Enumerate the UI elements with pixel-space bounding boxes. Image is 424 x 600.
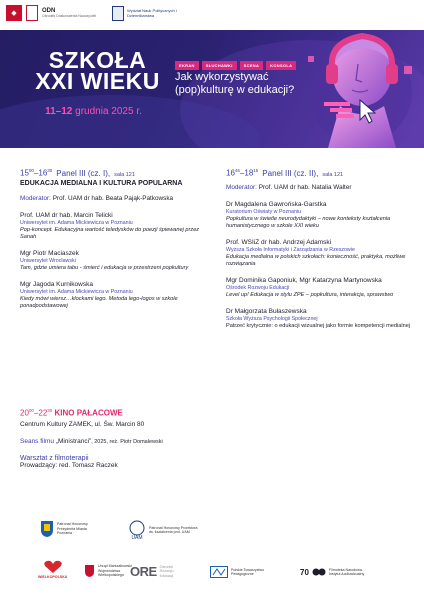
moderator: Moderator: Prof. UAM dr hab. Natalia Walter [226, 183, 352, 191]
marshal-office-logo: Urząd Marszałkowski Województwa Wielkopolskiego [84, 564, 136, 578]
speaker-name: Mgr Jagoda Kurnikowska [20, 280, 93, 288]
speaker-item [226, 239, 414, 268]
uam-patronage-logo: UAM Patronat Honorowy Prorektora ds. kształcenia prof. UAM [128, 520, 199, 540]
talk-title: Pop-koncept. Edukacyjna wartość teledysków do poezji śpiewanej przez Sanah [20, 226, 200, 240]
moderator: Moderator: Prof. UAM dr hab. Beata Pająk-Patkowska [20, 194, 174, 202]
eagle-crest-icon [84, 564, 95, 578]
speaker-name: Prof. WSIiZ dr hab. Andrzej Adamski [226, 238, 332, 246]
panel-name: Panel III (cz. I), [56, 168, 111, 178]
odn-logo [6, 5, 96, 21]
uam-sub: Wydział Nauk Politycznych i Dziennikarstwa [127, 7, 177, 18]
speaker-institution: Szkoła Wyższa Psychologii Społecznej [226, 316, 318, 323]
talk-title: Popkultura w świetle neurodydaktyki – nowe konteksty kształcenia humanistycznego w szkole XXI wieku [226, 215, 391, 229]
film-screening: Seans filmu „Ministranci”, 2025, reż. Piotr Domalewski [20, 437, 163, 445]
pixel-cursor-icon [320, 96, 380, 126]
fina-logo: 70 Filmoteka Narodowa Instytut Audiowizualny [300, 567, 365, 577]
speaker-name: Dr Magdalena Gawrońska-Garstka [226, 200, 327, 208]
poznan-crest-icon [40, 520, 54, 538]
odn-mark-icon: ◆ [6, 5, 22, 21]
ptp-mark-icon [210, 566, 228, 578]
wielkopolska-logo: WIELKOPOLSKA [38, 560, 67, 579]
evening-header: $20^{00}-22^{30}$ KINO PAŁACOWE [20, 408, 123, 418]
evening-place: Centrum Kultury ZAMEK, ul. Św. Marcin 80 [20, 420, 145, 428]
panel-title: EDUKACJA MEDIALNA I KULTURA POPULARNA [20, 179, 183, 187]
statue-with-headphones-icon [300, 22, 420, 148]
panel-room: sala 121 [322, 171, 344, 178]
tag: KONSOLA [266, 61, 296, 70]
speaker-item [226, 308, 414, 330]
panel-name: Panel III (cz. II), [262, 168, 319, 178]
speaker-institution: Uniwersytet im. Adama Mickiewicza w Poznaniu [20, 289, 133, 296]
panel-left [20, 168, 216, 319]
talk-title: Patrzeć krytycznie: o edukacji wizualnej jako formie kompetencji medialnej [226, 322, 411, 329]
odn-frame-icon [26, 5, 38, 21]
speaker-name: Prof. UAM dr hab. Marcin Telicki [20, 211, 113, 219]
partner-logos [0, 510, 424, 600]
event-title: SZKOŁA XXI WIEKU [35, 47, 160, 94]
talk-title: Edukacja medialna w polskich szkołach: konieczność, praktyka, możliwe rozwiązania [226, 253, 406, 267]
ore-logo: ORE Ośrodek Rozwoju Edukacji [130, 564, 174, 579]
talk-title: Tam, gdzie umiera tabu - śmierć i edukacja w przestrzeni popkultury [20, 264, 189, 271]
event-subtitle: Jak wykorzystywać (pop)kulturę w edukacji? [175, 71, 295, 96]
tag: SŁUCHAWKI [202, 61, 237, 70]
svg-text:UAM: UAM [131, 535, 143, 540]
panel-header [20, 168, 216, 178]
panel-time: $15^{00}-16^{30}$ [20, 168, 53, 178]
workshop-title: Warsztat z filmoterapii [20, 454, 89, 462]
panel-time: $16^{45}-18^{15}$ [226, 168, 259, 178]
speaker-item [20, 281, 216, 310]
speaker-item [20, 250, 216, 272]
hero-banner [0, 0, 424, 148]
uam-crest-icon [128, 520, 146, 540]
tag-list [175, 61, 296, 70]
event-date: 11–12 grudnia 2025 r. [45, 106, 142, 117]
speaker-item [226, 201, 414, 230]
panel-right [226, 168, 414, 339]
panel-room: sala 121 [114, 171, 135, 178]
odn-sub: Ośrodek Doskonalenia Nauczycieli [42, 14, 97, 18]
evening-event [20, 408, 400, 469]
speaker-institution: Kuratorium Oświaty w Poznaniu [226, 209, 302, 216]
workshop-lead: Prowadzący: red. Tomasz Raczek [20, 461, 118, 469]
speaker-name: Dr Małgorzata Bułaszewska [226, 307, 307, 315]
speaker-institution: Ośrodek Rozwoju Edukacji [226, 285, 290, 292]
speaker-name: Mgr Dominika Gaponiuk, Mgr Katarzyna Martynowska [226, 276, 382, 284]
speaker-item [20, 212, 216, 241]
uam-logo [112, 6, 177, 21]
fina-circles-icon [312, 566, 326, 578]
odn-label: ODN [42, 8, 56, 14]
poznan-patronage-logo: Patronat Honorowy Prezydenta Miasta Poznania [40, 520, 101, 538]
ore-wordmark: ORE [130, 564, 157, 579]
speaker-item [226, 277, 414, 299]
talk-title: Kiedy mówi wiersz…klockami lego. Metoda lego-logos w szkole ponadpodstawowej [20, 295, 178, 309]
fina-70-mark: 70 [300, 567, 309, 577]
speaker-institution: Uniwersytet im. Adama Mickiewicza w Poznaniu [20, 220, 133, 227]
speaker-institution: Uniwersytet Wrocławski [20, 258, 76, 265]
uam-crest-icon [112, 6, 124, 21]
tag: SCENA [240, 61, 264, 70]
ptp-logo: Polskie Towarzystwo Pedagogiczne [210, 566, 273, 578]
speaker-name: Mgr Piotr Maciaszek [20, 249, 79, 257]
panel-header [226, 168, 414, 178]
tag: EKRAN [175, 61, 199, 70]
talk-title: Level up! Edukacja w stylu ZPE – popkultura, interakcja, sprawstwo [226, 291, 394, 298]
heart-icon [43, 560, 63, 574]
speaker-institution: Wyższa Szkoła Informatyki i Zarządzania w Rzeszowie [226, 247, 355, 254]
